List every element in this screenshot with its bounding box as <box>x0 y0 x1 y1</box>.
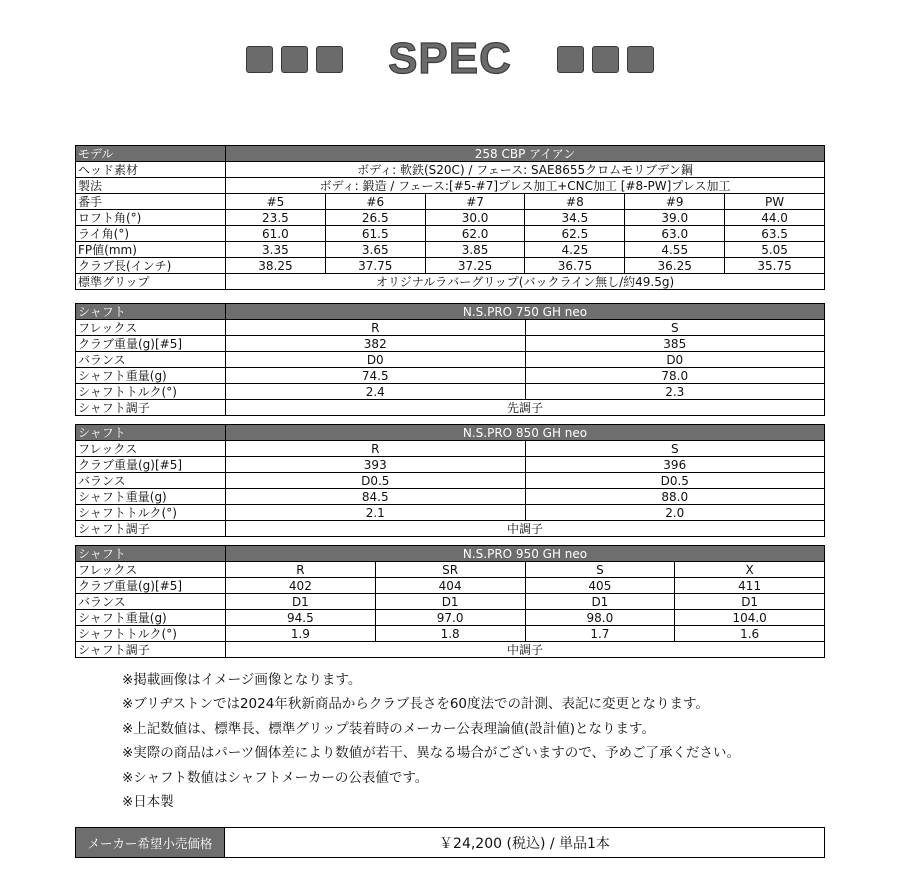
kick-value: 中調子 <box>226 521 825 537</box>
cell-value: 1.7 <box>525 626 675 642</box>
table-row <box>76 178 825 194</box>
cell-value: D0 <box>226 352 526 368</box>
cell-value: 404 <box>375 578 525 594</box>
table-row <box>76 441 825 457</box>
cell-value: 78.0 <box>525 368 825 384</box>
cell-value: 396 <box>525 457 825 473</box>
table-row <box>76 400 825 416</box>
cell-value: D0.5 <box>226 473 526 489</box>
notes-list <box>122 670 740 816</box>
shaft-name: N.S.PRO 750 GH neo <box>226 304 825 320</box>
cell-value: 37.75 <box>325 258 425 274</box>
cell-value: 98.0 <box>525 610 675 626</box>
cell-value: 1.6 <box>675 626 825 642</box>
price-label: メーカー希望小売価格 <box>76 828 225 857</box>
note-item: ※ブリヂストンでは2024年秋新商品からクラブ長さを60度法での計測、表記に変更となります。 <box>122 696 709 713</box>
title-square-icon <box>246 46 273 73</box>
row-label: ロフト角(°) <box>76 210 226 226</box>
cell-value: 385 <box>525 336 825 352</box>
kick-value: 先調子 <box>226 400 825 416</box>
note-item: ※日本製 <box>122 793 174 810</box>
flex-value: S <box>525 441 825 457</box>
table-row <box>76 610 825 626</box>
cell-value: 2.3 <box>525 384 825 400</box>
table-row <box>76 384 825 400</box>
row-label: バランス <box>76 352 226 368</box>
cell-value: 97.0 <box>375 610 525 626</box>
row-label: クラブ重量(g)[#5] <box>76 336 226 352</box>
method-label: 製法 <box>76 178 226 194</box>
row-label: クラブ長(インチ) <box>76 258 226 274</box>
table-row <box>76 489 825 505</box>
club-number: #5 <box>226 194 326 210</box>
flex-label: フレックス <box>76 562 226 578</box>
cell-value: 34.5 <box>525 210 625 226</box>
row-label: シャフトトルク(°) <box>76 505 226 521</box>
head-material-value: ボディ: 軟鉄(S20C) / フェース: SAE8655クロムモリブデン鋼 <box>226 162 825 178</box>
shaft-table <box>75 303 825 416</box>
title-square-icon <box>316 46 343 73</box>
cell-value: D0.5 <box>525 473 825 489</box>
cell-value: 62.0 <box>425 226 525 242</box>
cell-value: 2.0 <box>525 505 825 521</box>
row-label: シャフトトルク(°) <box>76 384 226 400</box>
row-label: クラブ重量(g)[#5] <box>76 457 226 473</box>
table-row <box>76 368 825 384</box>
flex-value: S <box>525 320 825 336</box>
cell-value: 4.55 <box>625 242 725 258</box>
cell-value: 2.4 <box>226 384 526 400</box>
club-number: #6 <box>325 194 425 210</box>
shaft-label: シャフト <box>76 425 226 441</box>
cell-value: 104.0 <box>675 610 825 626</box>
cell-value: D1 <box>375 594 525 610</box>
row-label: シャフト重量(g) <box>76 489 226 505</box>
row-label: クラブ重量(g)[#5] <box>76 578 226 594</box>
club-number: #8 <box>525 194 625 210</box>
table-row <box>76 258 825 274</box>
table-row <box>76 425 825 441</box>
cell-value: 74.5 <box>226 368 526 384</box>
price-value: ￥24,200 (税込) / 単品1本 <box>439 835 610 852</box>
cell-value: D1 <box>675 594 825 610</box>
cell-value: 35.75 <box>725 258 825 274</box>
title-square-icon <box>592 46 619 73</box>
table-row <box>76 626 825 642</box>
method-value: ボディ: 鍛造 / フェース:[#5-#7]プレス加工+CNC加工 [#8-PW]プレス加工 <box>226 178 825 194</box>
cell-value: 5.05 <box>725 242 825 258</box>
cell-value: 62.5 <box>525 226 625 242</box>
cell-value: D1 <box>525 594 675 610</box>
table-row <box>76 226 825 242</box>
table-row <box>76 457 825 473</box>
model-label: モデル <box>76 146 226 162</box>
table-row <box>76 562 825 578</box>
flex-value: R <box>226 320 526 336</box>
cell-value: 44.0 <box>725 210 825 226</box>
table-row <box>76 521 825 537</box>
grip-value: オリジナルラバーグリップ(バックライン無し/約49.5g) <box>226 274 825 290</box>
cell-value: 393 <box>226 457 526 473</box>
note-item: ※シャフト数値はシャフトメーカーの公表値です。 <box>122 769 429 786</box>
cell-value: 39.0 <box>625 210 725 226</box>
cell-value: 3.85 <box>425 242 525 258</box>
cell-value: 84.5 <box>226 489 526 505</box>
table-row <box>76 320 825 336</box>
spec-title-row <box>0 36 900 82</box>
grip-label: 標準グリップ <box>76 274 226 290</box>
title-square-icon <box>627 46 654 73</box>
model-value: 258 CBP アイアン <box>226 146 825 162</box>
cell-value: D1 <box>226 594 376 610</box>
kick-value: 中調子 <box>226 642 825 658</box>
cell-value: 37.25 <box>425 258 525 274</box>
cell-value: 26.5 <box>325 210 425 226</box>
table-row <box>76 336 825 352</box>
row-label: FP値(mm) <box>76 242 226 258</box>
table-row <box>76 352 825 368</box>
note-item: ※上記数値は、標準長、標準グリップ装着時のメーカー公表理論値(設計値)となります。 <box>122 720 655 737</box>
cell-value: 1.9 <box>226 626 376 642</box>
flex-value: X <box>675 562 825 578</box>
note-item: ※掲載画像はイメージ画像となります。 <box>122 672 362 688</box>
row-label: シャフト重量(g) <box>76 610 226 626</box>
row-label: バランス <box>76 594 226 610</box>
head-material-label: ヘッド素材 <box>76 162 226 178</box>
row-label: ライ角(°) <box>76 226 226 242</box>
table-row <box>76 162 825 178</box>
table-row <box>76 473 825 489</box>
club-number: #7 <box>425 194 525 210</box>
cell-value: D0 <box>525 352 825 368</box>
number-label: 番手 <box>76 194 226 210</box>
spec-table <box>75 145 825 290</box>
cell-value: 61.0 <box>226 226 326 242</box>
cell-value: 3.65 <box>325 242 425 258</box>
flex-value: R <box>226 562 376 578</box>
table-row <box>76 546 825 562</box>
row-label: シャフトトルク(°) <box>76 626 226 642</box>
table-row <box>76 578 825 594</box>
cell-value: 94.5 <box>226 610 376 626</box>
cell-value: 30.0 <box>425 210 525 226</box>
cell-value: 63.5 <box>725 226 825 242</box>
cell-value: 63.0 <box>625 226 725 242</box>
kick-label: シャフト調子 <box>76 642 226 658</box>
table-row <box>76 242 825 258</box>
cell-value: 411 <box>675 578 825 594</box>
shaft-label: シャフト <box>76 546 226 562</box>
cell-value: 1.8 <box>375 626 525 642</box>
shaft-table <box>75 545 825 658</box>
table-row <box>76 642 825 658</box>
table-row <box>76 194 825 210</box>
cell-value: 405 <box>525 578 675 594</box>
shaft-name: N.S.PRO 850 GH neo <box>226 425 825 441</box>
row-label: バランス <box>76 473 226 489</box>
table-row <box>76 505 825 521</box>
flex-value: SR <box>375 562 525 578</box>
kick-label: シャフト調子 <box>76 521 226 537</box>
cell-value: 382 <box>226 336 526 352</box>
shaft-name: N.S.PRO 950 GH neo <box>226 546 825 562</box>
club-number: #9 <box>625 194 725 210</box>
page-title: SPEC <box>388 34 512 83</box>
table-row <box>76 304 825 320</box>
kick-label: シャフト調子 <box>76 400 226 416</box>
title-square-icon <box>281 46 308 73</box>
cell-value: 88.0 <box>525 489 825 505</box>
shaft-label: シャフト <box>76 304 226 320</box>
cell-value: 61.5 <box>325 226 425 242</box>
cell-value: 3.35 <box>226 242 326 258</box>
cell-value: 36.75 <box>525 258 625 274</box>
club-number: PW <box>725 194 825 210</box>
title-square-icon <box>557 46 584 73</box>
price-box <box>75 827 825 858</box>
table-row <box>76 274 825 290</box>
table-row <box>76 210 825 226</box>
flex-value: R <box>226 441 526 457</box>
table-row <box>76 594 825 610</box>
cell-value: 38.25 <box>226 258 326 274</box>
flex-label: フレックス <box>76 441 226 457</box>
flex-label: フレックス <box>76 320 226 336</box>
cell-value: 23.5 <box>226 210 326 226</box>
cell-value: 4.25 <box>525 242 625 258</box>
flex-value: S <box>525 562 675 578</box>
cell-value: 36.25 <box>625 258 725 274</box>
row-label: シャフト重量(g) <box>76 368 226 384</box>
table-row <box>76 146 825 162</box>
note-item: ※実際の商品はパーツ個体差により数値が若干、異なる場合がございますので、予めご了承ください。 <box>122 745 741 762</box>
shaft-table <box>75 424 825 537</box>
cell-value: 402 <box>226 578 376 594</box>
cell-value: 2.1 <box>226 505 526 521</box>
